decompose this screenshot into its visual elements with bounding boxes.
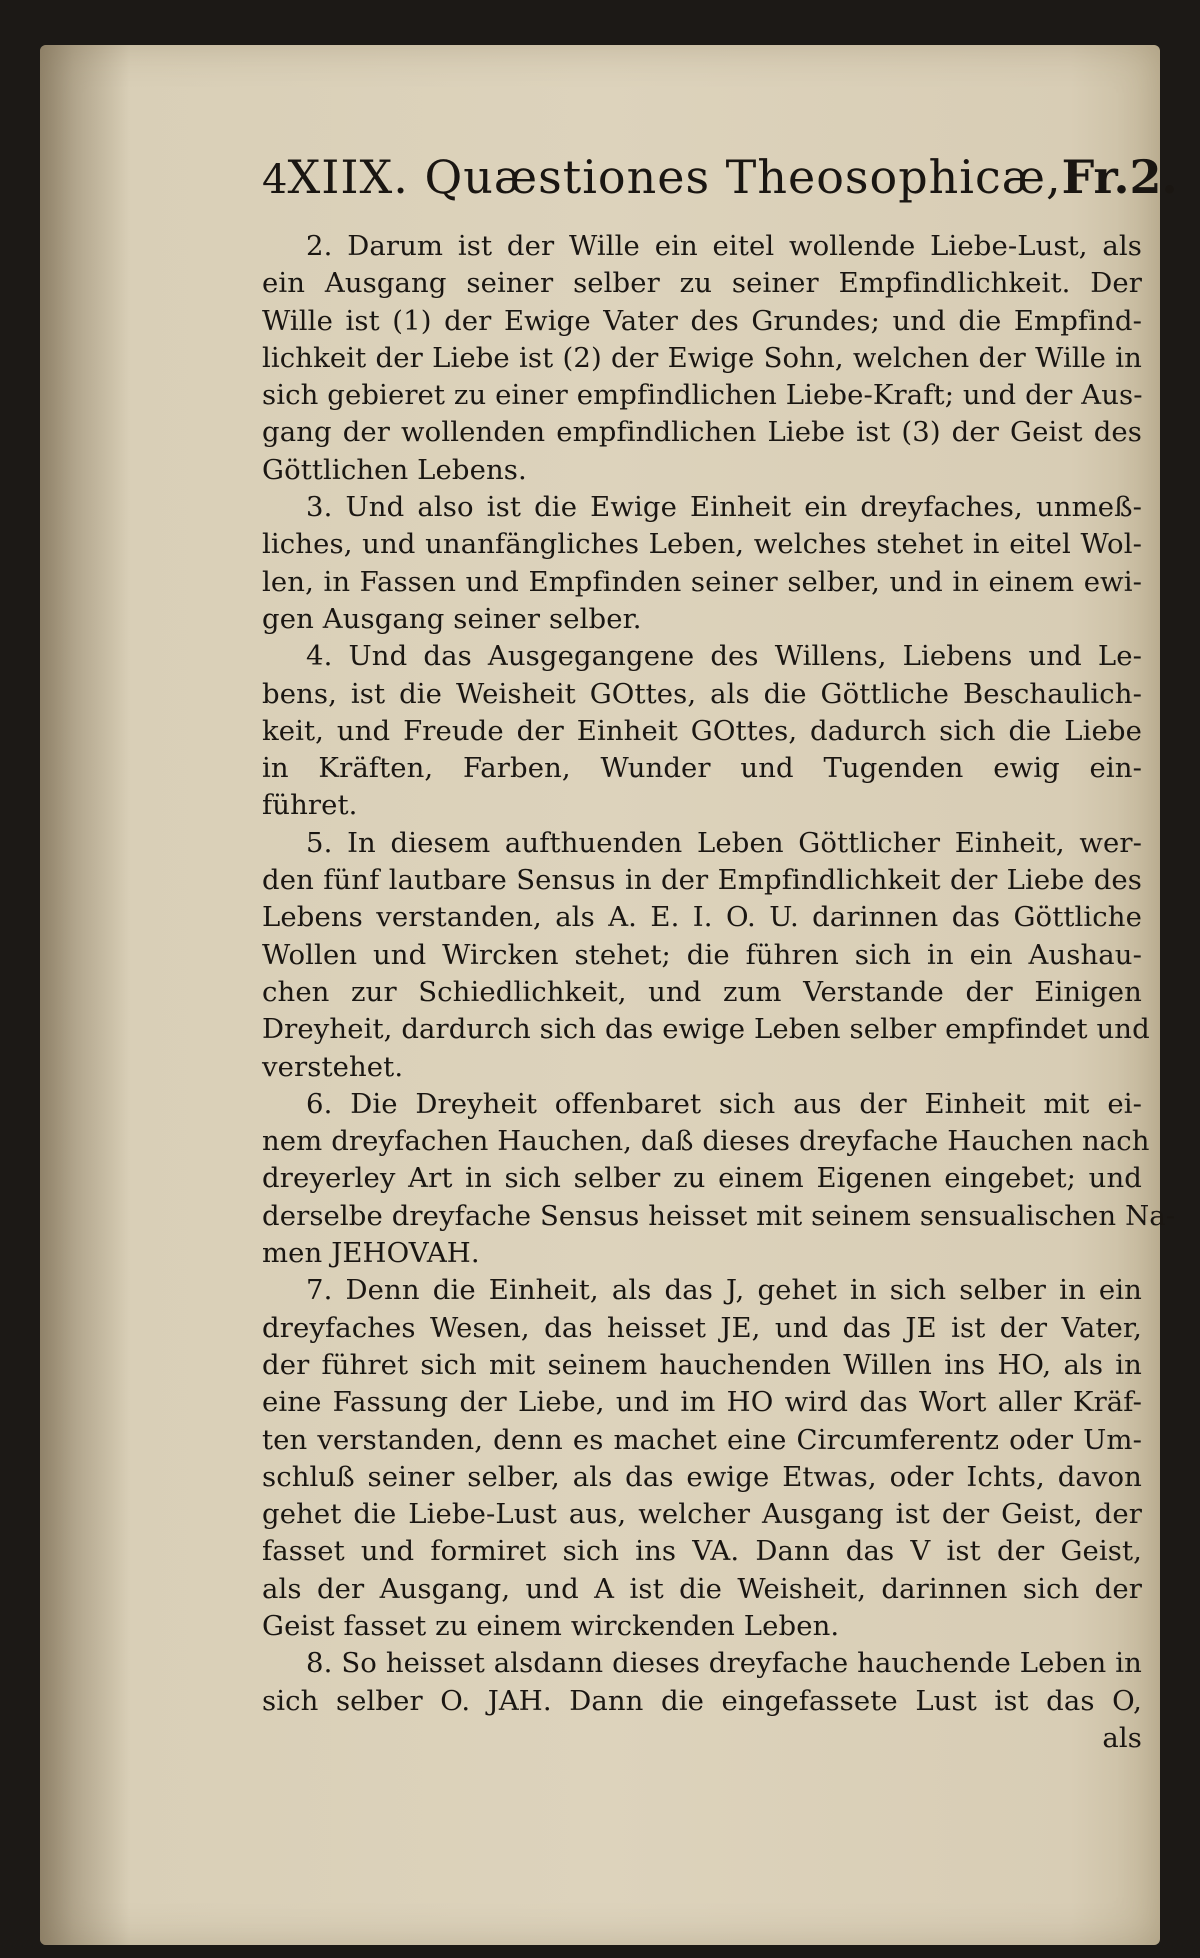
text-line: chen zur Schiedlichkeit, und zum Verstande der Einigen <box>262 975 1142 1008</box>
text-line: in Kräften, Farben, Wunder und Tugenden ewig ein- <box>262 752 1142 785</box>
text-line: len, in Fassen und Empfinden seiner selber, und in einem ewi- <box>262 565 1142 598</box>
text-line: schluß seiner selber, als das ewige Etwas, oder Ichts, davon <box>262 1460 1142 1493</box>
text-line: Göttlichen Lebens. <box>262 453 527 486</box>
text-line: 8. So heisset alsdann dieses dreyfache hauchende Leben in <box>306 1647 1142 1680</box>
text-line: gang der wollenden empfindlichen Liebe ist (3) der Geist des <box>262 416 1142 449</box>
text-line: ten verstanden, denn es machet eine Circumferentz oder Um- <box>262 1423 1142 1456</box>
text-line: führet. <box>262 789 358 822</box>
running-title: XIIX. Quæstiones Theosophicæ, <box>287 150 1062 204</box>
text-line: 7. Denn die Einheit, als das J, gehet in sich selber in ein <box>306 1274 1142 1307</box>
text-line: dreyfaches Wesen, das heisset JE, und das JE ist der Vater, <box>262 1311 1142 1344</box>
text-line: Lebens verstanden, als A. E. I. O. U. darinnen das Göttliche <box>262 901 1142 934</box>
text-line: als der Ausgang, und A ist die Weisheit, darinnen sich der <box>262 1572 1142 1605</box>
page-text-block <box>262 150 1178 1757</box>
text-line: men JEHOVAH. <box>262 1237 480 1270</box>
text-line: fasset und formiret sich ins VA. Dann das V ist der Geist, <box>262 1535 1142 1568</box>
text-line: 6. Die Dreyheit offenbaret sich aus der Einheit mit ei- <box>306 1087 1142 1120</box>
text-line: 4. Und das Ausgegangene des Willens, Liebens und Le- <box>306 640 1142 673</box>
text-line: nem dreyfachen Hauchen, daß dieses dreyfache Hauchen nach <box>262 1125 1150 1158</box>
text-line: den fünf lautbare Sensus in der Empfindlichkeit der Liebe des <box>262 864 1142 897</box>
text-line: 3. Und also ist die Ewige Einheit ein dreyfaches, unmeß- <box>306 491 1142 524</box>
catchword: als <box>1102 1721 1142 1754</box>
body-text <box>262 228 1176 1757</box>
text-line: keit, und Freude der Einheit GOttes, dadurch sich die Liebe <box>262 714 1142 747</box>
text-line: Dreyheit, dardurch sich das ewige Leben selber empfindet und <box>262 1013 1150 1046</box>
text-line: der führet sich mit seinem hauchenden Willen ins HO, als in <box>262 1348 1142 1381</box>
text-line: ein Ausgang seiner selber zu seiner Empfindlichkeit. Der <box>262 267 1142 300</box>
page-gutter-shadow <box>40 45 130 1945</box>
text-line: gen Ausgang seiner selber. <box>262 602 642 635</box>
text-line: sich selber O. JAH. Dann die eingefassete Lust ist das O, <box>262 1684 1142 1717</box>
page-number: 4 <box>262 157 288 203</box>
text-line: eine Fassung der Liebe, und im HO wird das Wort aller Kräf- <box>262 1386 1142 1419</box>
text-line: dreyerley Art in sich selber zu einem Eigenen eingebet; und <box>262 1162 1142 1195</box>
text-line: Geist fasset zu einem wirckenden Leben. <box>262 1609 840 1642</box>
page-header <box>262 150 1178 224</box>
text-line: bens, ist die Weisheit GOttes, als die Göttliche Beschaulich- <box>262 677 1142 710</box>
text-line: sich gebieret zu einer empfindlichen Liebe-Kraft; und der Aus- <box>262 379 1143 412</box>
text-line: gehet die Liebe-Lust aus, welcher Ausgang ist der Geist, der <box>262 1498 1142 1531</box>
text-line: 2. Darum ist der Wille ein eitel wollende Liebe-Lust, als <box>306 230 1142 262</box>
text-line: Wille ist (1) der Ewige Vater des Grundes; und die Empfind- <box>262 304 1142 337</box>
signature-mark: Fr.2. <box>1061 150 1178 204</box>
text-line: derselbe dreyfache Sensus heisset mit seinem sensualischen Na- <box>262 1199 1176 1232</box>
text-line: liches, und unanfängliches Leben, welches stehet in eitel Wol- <box>262 528 1142 561</box>
text-line: Wollen und Wircken stehet; die führen sich in ein Aushau- <box>262 938 1142 971</box>
text-line: 5. In diesem aufthuenden Leben Göttlicher Einheit, wer- <box>306 826 1142 859</box>
text-line: lichkeit der Liebe ist (2) der Ewige Sohn, welchen der Wille in <box>262 341 1142 374</box>
text-line: verstehet. <box>262 1050 404 1083</box>
